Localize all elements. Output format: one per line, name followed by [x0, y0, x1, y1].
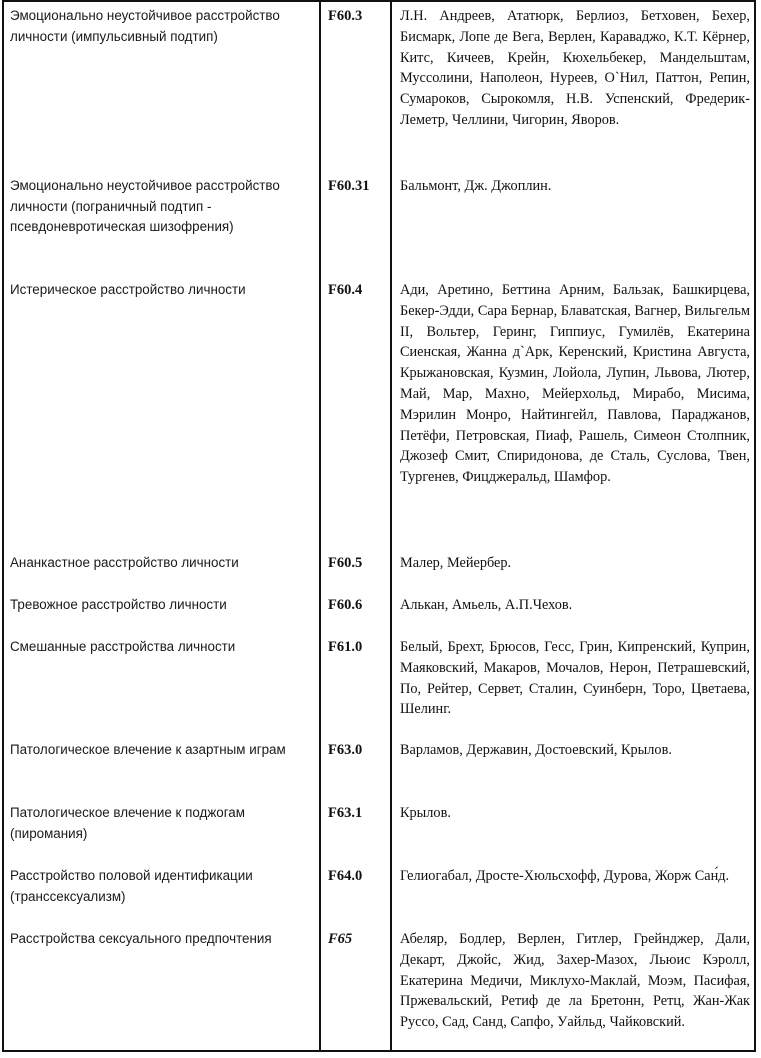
people-list: Гелиогабал, Дросте-Хюльсхофф, Дурова, Жорж Сан́д. [400, 868, 730, 884]
disorder-name: Эмоционально неустойчивое расстройство личности (пограничный подтип - псевдоневротическая шизофрения) [10, 178, 280, 235]
people-list: Крылов. [400, 805, 451, 821]
icd-code: F65 [328, 931, 353, 947]
column-divider [390, 2, 392, 1050]
people-list: Варламов, Державин, Достоевский, Крылов. [400, 742, 672, 758]
icd-code: F60.5 [328, 555, 363, 571]
people-list: Ади, Аретино, Беттина Арним, Бальзак, Башкирцева, Бекер-Эдди, Сара Бернар, Блаватская, Вагнер, Вильгельм II, Вольтер, Геринг, Гиппиус, Гумилёв, Екатерина Сиенская, Жанна д`Арк, Керенский, Кристина Августа, Крыжановская, Кузмин, Лойола, Лупин, Львова, Лютер, Май, Мар, Махно, Мейерхольд, Мирабо, Мисима, Мэрилин Монро, Найтингейл, Павлова, Параджанов, Петёфи, Петровская, Пиаф, Рашель, Симеон Столпник, Джозеф Смит, Спиридонова, де Сталь, Суслова, Твен, Тургенев, Фицджеральд, Шамфор. [400, 282, 750, 486]
icd-code: F60.6 [328, 597, 363, 613]
disorder-name: Ананкастное расстройство личности [10, 555, 239, 570]
icd-code: F61.0 [328, 639, 363, 655]
disorder-name: Расстройство половой идентификации (транссексуализм) [10, 868, 253, 904]
people-list: Бальмонт, Дж. Джоплин. [400, 178, 552, 194]
icd-code: F60.3 [328, 8, 363, 24]
column-divider [319, 2, 321, 1050]
disorder-name: Патологическое влечение к поджогам (пиромания) [10, 805, 245, 841]
people-list: Л.Н. Андреев, Ататюрк, Берлиоз, Бетховен, Бехер, Бисмарк, Лопе де Вега, Верлен, Караваджо, К.Т. Кёрнер, Китс, Кичеев, Крейн, Кюхельбекер, Мандельштам, Муссолини, Наполеон, Нуреев, О`Нил, Паттон, Репин, Сумароков, Сырокомля, Н.В. Успенский, Фредерик-Леметр, Челлини, Чигорин, Яворов. [400, 8, 750, 128]
people-list: Белый, Брехт, Брюсов, Гесс, Грин, Кипренский, Куприн, Маяковский, Макаров, Мочалов, Нерон, Петрашевский, По, Рейтер, Сервет, Сталин, Суинберн, Торо, Цветаева, Шелинг. [400, 639, 750, 718]
people-list: Алькан, Амьель, А.П.Чехов. [400, 597, 573, 613]
people-list: Малер, Мейербер. [400, 555, 512, 571]
icd-code: F63.1 [328, 805, 363, 821]
disorder-name: Расстройства сексуального предпочтения [10, 931, 272, 946]
icd-code: F60.31 [328, 178, 370, 194]
icd-code: F63.0 [328, 742, 363, 758]
disorders-table [2, 0, 756, 1052]
disorder-name: Смешанные расстройства личности [10, 639, 236, 654]
disorder-name: Патологическое влечение к азартным играм [10, 742, 286, 757]
disorder-name: Истерическое расстройство личности [10, 282, 246, 297]
icd-code: F60.4 [328, 282, 363, 298]
icd-code: F64.0 [328, 868, 363, 884]
disorder-name: Тревожное расстройство личности [10, 597, 227, 612]
people-list: Абеляр, Бодлер, Верлен, Гитлер, Грейнджер, Дали, Декарт, Джойс, Жид, Захер-Мазох, Льюис Кэролл, Екатерина Медичи, Миклухо-Маклай, Моэм, Пасифая, Пржевальский, Ретиф де ла Бретонн, Ретц, Жан-Жак Руссо, Сад, Санд, Сапфо, Уайльд, Чайковский. [400, 931, 750, 1031]
disorder-name: Эмоционально неустойчивое расстройство личности (импульсивный подтип) [10, 8, 280, 44]
